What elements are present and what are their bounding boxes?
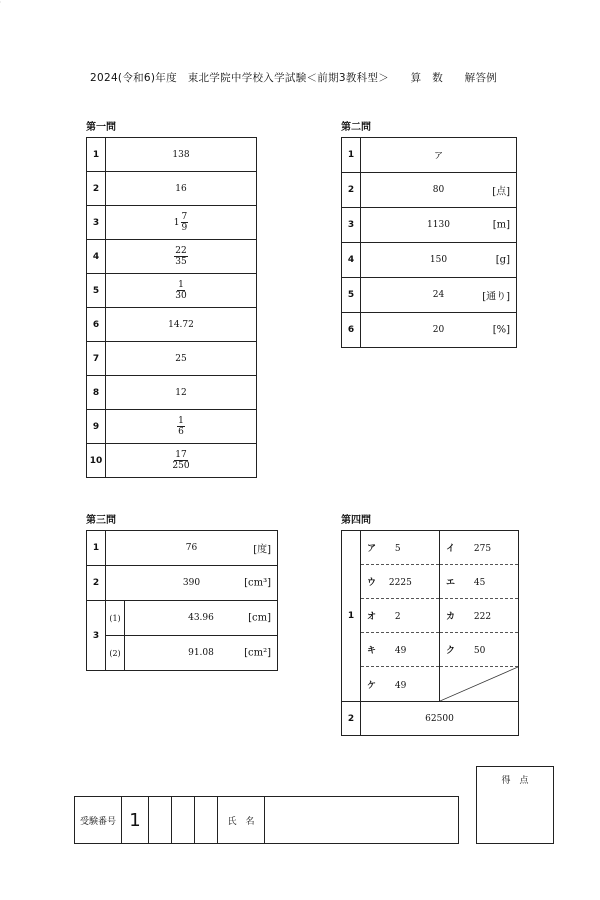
- fraction: [174, 246, 187, 267]
- q3-answer-cell: [106, 531, 278, 566]
- exam-number-digit-4[interactable]: [195, 797, 218, 843]
- q4-key: ク: [446, 646, 456, 656]
- diagonal-slash: [440, 667, 518, 701]
- q1-answer-cell: [106, 308, 257, 342]
- q3-sub-label: (1): [106, 601, 125, 636]
- q4-value: 49: [394, 646, 407, 656]
- q3-unit: [cm²]: [244, 647, 271, 659]
- q2-answer-cell: [361, 208, 517, 243]
- q1-no: 1: [87, 138, 106, 172]
- q1-answer: 138: [172, 149, 190, 160]
- name-label: 氏 名: [218, 797, 265, 843]
- q4-key: カ: [446, 612, 456, 622]
- fraction: [177, 416, 185, 437]
- exam-number-digit-2[interactable]: [149, 797, 172, 843]
- q2-no: 6: [342, 313, 361, 348]
- fraction-denominator: 6: [178, 427, 184, 437]
- fraction-numerator: 1: [178, 280, 184, 290]
- exam-info-box: [74, 796, 459, 844]
- fraction: [172, 450, 189, 471]
- q1-row: [87, 444, 257, 478]
- q2-no: 3: [342, 208, 361, 243]
- q3-answer-cell: [125, 636, 278, 671]
- q3-answer-cell: [125, 601, 278, 636]
- q2-unit: [m]: [492, 219, 510, 231]
- q1-heading: 第一問: [86, 122, 116, 133]
- q2-answer: 150: [429, 255, 448, 265]
- q3-sub-label: (2): [106, 636, 125, 671]
- q4-row: [342, 702, 519, 736]
- q1-no: 8: [87, 376, 106, 410]
- q1-answer-cell: [106, 206, 257, 240]
- fraction-denominator: 30: [175, 291, 187, 301]
- q4-cell: [440, 565, 519, 599]
- q4-value: 5: [394, 544, 401, 554]
- q1-row: [87, 342, 257, 376]
- q3-row: [87, 566, 278, 601]
- q4-heading: 第四問: [341, 515, 371, 526]
- q1-no: 5: [87, 274, 106, 308]
- q4-key: キ: [367, 646, 377, 656]
- q1-no: 7: [87, 342, 106, 376]
- q4-row: [342, 531, 519, 565]
- q2-unit: [点]: [492, 186, 510, 198]
- exam-number-label: 受験番号: [75, 797, 122, 843]
- q4-table: [341, 530, 519, 736]
- q2-no: 4: [342, 243, 361, 278]
- q2-answer: 80: [432, 185, 445, 195]
- q4-cell: [361, 531, 440, 565]
- q4-cell: [440, 633, 519, 667]
- q3-answer: 390: [182, 578, 201, 588]
- q1-row: [87, 376, 257, 410]
- q4-value: 45: [473, 578, 486, 588]
- q4-key: ア: [367, 544, 377, 554]
- q4-key: ウ: [367, 578, 377, 588]
- q2-row: [342, 243, 517, 278]
- q4-cell: [361, 599, 440, 633]
- q4-row: [342, 565, 519, 599]
- q1-answer: 16: [175, 183, 187, 194]
- q3-answer: 91.08: [188, 648, 214, 658]
- q3-row: [87, 531, 278, 566]
- q4-cell: [440, 531, 519, 565]
- score-box[interactable]: [476, 766, 554, 844]
- q4-value: 222: [473, 612, 492, 622]
- page-title: 2024(令和6)年度 東北学院中学校入学試験＜前期3教科型＞ 算 数 解答例: [90, 72, 498, 84]
- q1-answer-cell: [106, 138, 257, 172]
- q2-answer: 1130: [427, 220, 450, 230]
- q1-answer-cell: [106, 342, 257, 376]
- exam-number-digit-1[interactable]: 1: [122, 797, 149, 843]
- q2-answer-cell: [361, 138, 517, 173]
- q4-value: 49: [394, 680, 407, 691]
- q2-answer-cell: [361, 313, 517, 348]
- q4-value: 275: [473, 544, 492, 554]
- q3-answer: 43.96: [188, 613, 214, 623]
- q3-row: [87, 636, 278, 671]
- q4-key: エ: [446, 578, 456, 588]
- q2-answer: 24: [432, 290, 445, 300]
- q1-answer-cell: [106, 376, 257, 410]
- q1-no: 6: [87, 308, 106, 342]
- q1-row: [87, 308, 257, 342]
- q1-row: [87, 240, 257, 274]
- q4-key: オ: [367, 612, 377, 622]
- q3-row: [87, 601, 278, 636]
- q2-row: [342, 173, 517, 208]
- q3-unit: [度]: [253, 544, 271, 556]
- q2-row: [342, 313, 517, 348]
- q3-table: [86, 530, 278, 671]
- q1-row: [87, 138, 257, 172]
- q1-no: 4: [87, 240, 106, 274]
- q3-unit: [cm³]: [244, 577, 271, 589]
- q4-key: イ: [446, 544, 456, 554]
- q1-no: 2: [87, 172, 106, 206]
- q2-answer-cell: [361, 173, 517, 208]
- fraction-numerator: 1: [178, 416, 184, 426]
- q4-value: 2: [394, 612, 401, 622]
- q1-answer-cell: [106, 410, 257, 444]
- q4-row: [342, 667, 519, 702]
- q2-no: 5: [342, 278, 361, 313]
- q2-no: 2: [342, 173, 361, 208]
- q1-row: [87, 274, 257, 308]
- q2-heading: 第二問: [341, 122, 371, 133]
- q1-row: [87, 410, 257, 444]
- q4-answer: 62500: [361, 702, 519, 736]
- fraction: [181, 212, 189, 233]
- fraction-numerator: 22: [175, 246, 187, 256]
- fraction-denominator: 250: [172, 461, 190, 471]
- q2-row: [342, 138, 517, 173]
- q1-answer: 14.72: [168, 319, 194, 330]
- q4-cell: [361, 633, 440, 667]
- q1-answer-cell: [106, 172, 257, 206]
- q3-heading: 第三問: [86, 515, 116, 526]
- q4-cell: [440, 599, 519, 633]
- q4-no: 2: [342, 702, 361, 736]
- q1-answer: 25: [175, 353, 187, 364]
- q1-table: [86, 137, 257, 478]
- q3-unit: [cm]: [248, 612, 271, 624]
- fraction-numerator: 17: [175, 450, 187, 460]
- name-field[interactable]: [265, 797, 458, 843]
- q2-answer: ア: [433, 151, 443, 162]
- q2-unit: [%]: [492, 324, 510, 336]
- fraction-denominator: 9: [181, 223, 188, 233]
- q2-answer-cell: [361, 278, 517, 313]
- q2-row: [342, 278, 517, 313]
- q2-unit: [g]: [495, 254, 510, 266]
- q2-no: 1: [342, 138, 361, 173]
- fraction-whole: 1: [173, 217, 180, 228]
- q1-no: 9: [87, 410, 106, 444]
- q2-answer: 20: [432, 325, 445, 335]
- fraction-denominator: 35: [175, 257, 187, 267]
- q3-answer: 76: [185, 543, 198, 553]
- q1-answer-cell: [106, 444, 257, 478]
- q3-no: 3: [87, 601, 106, 671]
- q1-answer-cell: [106, 240, 257, 274]
- q3-answer-cell: [106, 566, 278, 601]
- exam-number-digit-3[interactable]: [172, 797, 195, 843]
- q4-value: 50: [473, 646, 486, 656]
- q1-answer-cell: [106, 274, 257, 308]
- q4-no: 1: [342, 531, 361, 702]
- q3-no: 2: [87, 566, 106, 601]
- q3-no: 1: [87, 531, 106, 566]
- q1-answer: 12: [175, 387, 187, 398]
- q1-row: [87, 206, 257, 240]
- q2-table: [341, 137, 517, 348]
- q2-unit: [通り]: [482, 291, 510, 303]
- q4-row: [342, 599, 519, 633]
- fraction-numerator: 7: [181, 212, 188, 222]
- q2-answer-cell: [361, 243, 517, 278]
- q2-row: [342, 208, 517, 243]
- q4-cell: [361, 565, 440, 599]
- fraction: [175, 280, 186, 301]
- corner-mark: ': [0, 0, 2, 5]
- q4-blank-cell: [440, 667, 519, 702]
- q1-no: 10: [87, 444, 106, 478]
- q4-cell: [361, 667, 440, 702]
- score-label: 得 点: [501, 776, 529, 786]
- q4-row: [342, 633, 519, 667]
- q4-key: ケ: [367, 680, 377, 691]
- q4-value: 2225: [388, 578, 412, 588]
- q1-no: 3: [87, 206, 106, 240]
- q1-row: [87, 172, 257, 206]
